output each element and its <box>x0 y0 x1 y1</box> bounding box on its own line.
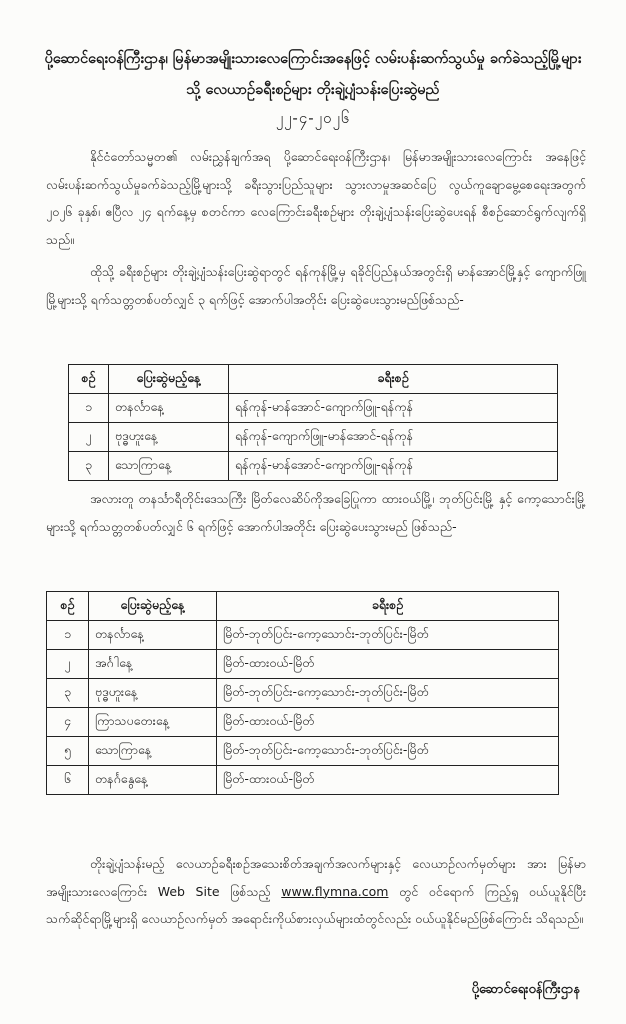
table-row <box>69 423 558 452</box>
cell-route: မြိတ်-ဘုတ်ပြင်း-ကော့သောင်း-ဘုတ်ပြင်း-မြိတ် <box>217 679 559 708</box>
cell-no: ၃ <box>47 679 89 708</box>
table-row <box>47 650 559 679</box>
table-row <box>69 394 558 423</box>
paragraph-tanintharyi-routes: အလားတူ တနင်္သာရီတိုင်းဒေသကြီး မြိတ်လေဆိပ်ကိုအခြေပြုကာ ထားဝယ်မြို့၊ ဘုတ်ပြင်းမြို့ နှင့် ကော့သောင်းမြို့များသို့ ရက်သတ္တတစ်ပတ်လျှင် ၆ ရက်ဖြင့် အောက်ပါအတိုင်း ပြေးဆွဲပေးသွားမည် ဖြစ်သည်- <box>46 491 586 534</box>
header-day: ပြေးဆွဲမည့်နေ့ <box>89 592 217 621</box>
header-no: စဉ် <box>47 592 89 621</box>
table-row <box>47 766 559 795</box>
issuer-signature: ပို့ဆောင်ရေးဝန်ကြီးဌာန <box>471 982 580 997</box>
cell-day: ဗုဒ္ဓဟူးနေ့ <box>109 423 229 452</box>
table-row <box>47 679 559 708</box>
document-title: ပို့ဆောင်ရေးဝန်ကြီးဌာန၊ မြန်မာအမျိုးသားလေကြောင်းအနေဖြင့် လမ်းပန်းဆက်သွယ်မှု ခက်ခဲသည့်မြို့များသို့ လေယာဉ်ခရီးစဉ်များ တိုးချဲ့ပျံသန်းပြေးဆွဲမည် <box>44 51 582 98</box>
booking-text-after: တွင် ဝင်ရောက် ကြည့်ရှု ဝယ်ယူနိုင်ပြီး သက်ဆိုင်ရာမြို့များရှိ လေယာဉ်လက်မှတ် အရောင်းကိုယ်စားလှယ်များထံတွင်လည်း ဝယ်ယူနိုင်မည်ဖြစ်ကြောင်း သိရသည်။ <box>46 883 586 926</box>
paragraph-booking-info <box>46 850 586 933</box>
website-link[interactable]: www.flymna.com <box>281 883 389 899</box>
table-header-row <box>69 365 558 394</box>
cell-no: ၅ <box>47 737 89 766</box>
cell-route: ရန်ကုန်-မာန်အောင်-ကျောက်ဖြူ-ရန်ကုန် <box>229 452 558 481</box>
cell-no: ၃ <box>69 452 109 481</box>
header-route: ခရီးစဉ် <box>217 592 559 621</box>
cell-route: မြိတ်-ဘုတ်ပြင်း-ကော့သောင်း-ဘုတ်ပြင်း-မြိတ် <box>217 621 559 650</box>
cell-day: ကြာသပတေးနေ့ <box>89 708 217 737</box>
cell-route: မြိတ်-ထားဝယ်-မြိတ် <box>217 766 559 795</box>
cell-route: မြိတ်-ထားဝယ်-မြိတ် <box>217 650 559 679</box>
cell-day: ဗုဒ္ဓဟူးနေ့ <box>89 679 217 708</box>
header-day: ပြေးဆွဲမည့်နေ့ <box>109 365 229 394</box>
booking-text-before: တိုးချဲ့ပျံသန်းမည့် လေယာဉ်ခရီးစဉ်အသေးစိတ်အချက်အလက်များနှင့် လေယာဉ်လက်မှတ်များ အား မြန်မာအမျိုးသားလေကြောင်း Web Site ဖြစ်သည့် <box>46 856 586 899</box>
cell-route: ရန်ကုန်-ကျောက်ဖြူ-မာန်အောင်-ရန်ကုန် <box>229 423 558 452</box>
paragraph-rakhine-routes: ထိုသို့ ခရီးစဉ်များ တိုးချဲ့ပျံသန်းပြေးဆွဲရာတွင် ရန်ကုန်မြို့မှ ရခိုင်ပြည်နယ်အတွင်းရှိ မာန်အောင်မြို့နှင့် ကျောက်ဖြူမြို့များသို့ ရက်သတ္တတစ်ပတ်လျှင် ၃ ရက်ဖြင့် အောက်ပါအတိုင်း ပြေးဆွဲပေးသွားမည်ဖြစ်သည်- <box>46 264 586 307</box>
table-row <box>47 708 559 737</box>
cell-day: အင်္ဂါနေ့ <box>89 650 217 679</box>
rakhine-schedule-table <box>68 364 558 481</box>
cell-day: သောကြာနေ့ <box>89 737 217 766</box>
cell-route: မြိတ်-ဘုတ်ပြင်း-ကော့သောင်း-ဘုတ်ပြင်း-မြိတ် <box>217 737 559 766</box>
cell-no: ၂ <box>69 423 109 452</box>
header-no: စဉ် <box>69 365 109 394</box>
table-header-row <box>47 592 559 621</box>
cell-no: ၂ <box>47 650 89 679</box>
table-row <box>47 737 559 766</box>
cell-route: ရန်ကုန်-မာန်အောင်-ကျောက်ဖြူ-ရန်ကုန် <box>229 394 558 423</box>
cell-no: ၁ <box>47 621 89 650</box>
table-row <box>47 621 559 650</box>
cell-day: သောကြာနေ့ <box>109 452 229 481</box>
table-row <box>69 452 558 481</box>
cell-no: ၄ <box>47 708 89 737</box>
cell-day: တနင်္လာနေ့ <box>109 394 229 423</box>
cell-route: မြိတ်-ထားဝယ်-မြိတ် <box>217 708 559 737</box>
header-route: ခရီးစဉ် <box>229 365 558 394</box>
cell-no: ၆ <box>47 766 89 795</box>
document-date: ၂၂-၄-၂၀၂၆ <box>275 109 351 127</box>
paragraph-intro: နိုင်ငံတော်သမ္မတ၏ လမ်းညွှန်ချက်အရ ပို့ဆောင်ရေးဝန်ကြီးဌာန၊ မြန်မာအမျိုးသားလေကြောင်း အနေဖြင့် လမ်းပန်းဆက်သွယ်မှုခက်ခဲသည့်မြို့များသို့ ခရီးသွားပြည်သူများ သွားလာမှုအဆင်ပြေ လွယ်ကူချောမွေ့စေရေးအတွက် ၂၀၂၆ ခုနှစ်၊ ဧပြီလ ၂၄ ရက်နေ့မှ စတင်ကာ လေကြောင်းခရီးစဉ်များ တိုးချဲ့ပျံသန်းပြေးဆွဲပေးရန် စီစဉ်ဆောင်ရွက်လျက်ရှိသည်။ <box>46 149 586 247</box>
cell-day: တနင်္ဂနွေနေ့ <box>89 766 217 795</box>
cell-day: တနင်္လာနေ့ <box>89 621 217 650</box>
cell-no: ၁ <box>69 394 109 423</box>
tanintharyi-schedule-table <box>46 591 559 795</box>
